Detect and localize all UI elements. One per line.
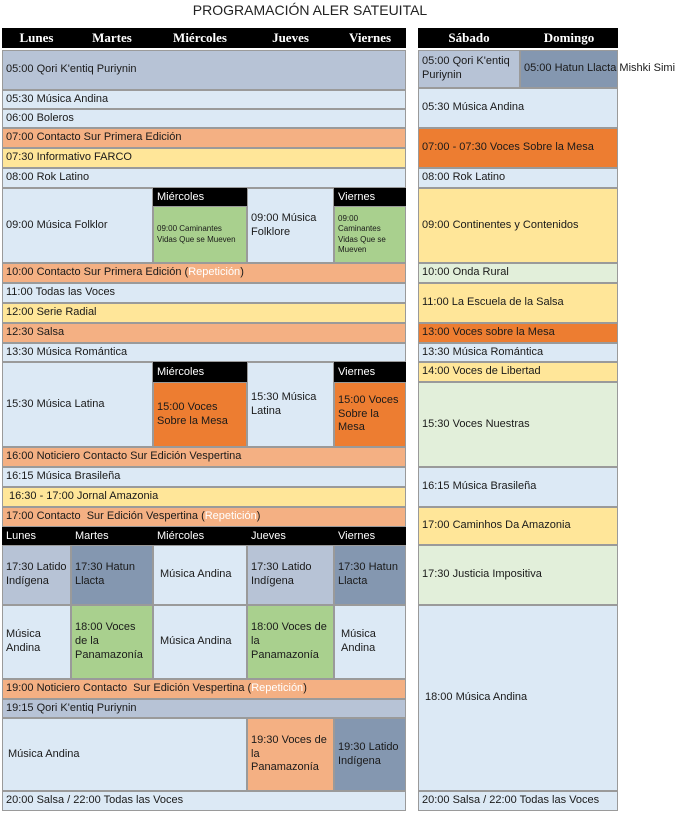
repeat-label: Repetición [204, 510, 257, 523]
weekend-1530: 15:30 Voces Nuestras [418, 382, 618, 467]
weekend-1615: 16:15 Música Brasileña [418, 467, 618, 507]
slot-1700-label: 17:00 Contacto Sur Edición Vespertina ( [6, 510, 205, 523]
close-paren: ) [303, 682, 307, 695]
slot-1800-viernes: Música Andina [334, 605, 406, 679]
slot-1930-main: Música Andina [2, 718, 247, 791]
weekend-sabado-0500: 05:00 Qori K'entiq Puriynin [418, 50, 520, 88]
slot-1900-label: 19:00 Noticiero Contacto Sur Edición Vespertina ( [6, 682, 252, 695]
subheader-jueves: Jueves [247, 527, 334, 545]
slot-2000: 20:00 Salsa / 22:00 Todas las Voces [2, 791, 406, 811]
slot-1330: 13:30 Música Romántica [2, 343, 406, 362]
weekend-0700: 07:00 - 07:30 Voces Sobre la Mesa [418, 128, 618, 168]
weekend-1700: 17:00 Caminhos Da Amazonia [418, 507, 618, 545]
subheader-miercoles: Miércoles [153, 527, 247, 545]
weekend-domingo-0500: 05:00 Hatun Llacta Mishki Simi [520, 50, 618, 88]
header-viernes: Viernes [334, 28, 406, 48]
weekend-1400: 14:00 Voces de Libertad [418, 362, 618, 382]
repeat-label: Repetición [188, 266, 241, 279]
weekend-1000: 10:00 Onda Rural [418, 263, 618, 283]
slot-1900 [2, 679, 406, 699]
subheader-viernes: Viernes [334, 362, 406, 382]
slot-1530-main: 15:30 Música Latina [2, 362, 153, 447]
slot-1800-jueves: 18:00 Voces de la Panamazonía [247, 605, 334, 679]
slot-0900-miercoles: 09:00 Caminantes Vidas Que se Mueven [153, 206, 247, 263]
slot-0900-jueves: 09:00 Música Folklore [247, 188, 334, 263]
weekend-1300: 13:00 Voces sobre la Mesa [418, 323, 618, 343]
slot-0800: 08:00 Rok Latino [2, 168, 406, 188]
slot-1730-martes: 17:30 Hatun Llacta [71, 545, 153, 605]
slot-1630: 16:30 - 17:00 Jornal Amazonia [2, 487, 406, 507]
subheader-miercoles: Miércoles [153, 362, 247, 382]
slot-1530-miercoles: 15:00 Voces Sobre la Mesa [153, 382, 247, 447]
slot-1600: 16:00 Noticiero Contacto Sur Edición Vespertina [2, 447, 406, 467]
header-miercoles: Miércoles [153, 28, 247, 48]
weekend-1730: 17:30 Justicia Impositiva [418, 545, 618, 605]
header-sabado: Sábado [418, 28, 520, 48]
subheader-viernes: Viernes [334, 188, 406, 206]
slot-1800-lunes: Música Andina [2, 605, 71, 679]
page-title: PROGRAMACIÓN ALER SATEUITAL [192, 2, 428, 18]
close-paren: ) [256, 510, 261, 523]
slot-0900-viernes: 09:00 Caminantes Vidas Que se Mueven [334, 206, 406, 263]
repeat-label: Repetición [251, 682, 304, 695]
header-domingo: Domingo [520, 28, 618, 48]
header-martes: Martes [71, 28, 153, 48]
header-lunes: Lunes [2, 28, 71, 48]
header-jueves: Jueves [247, 28, 334, 48]
slot-1000-label: 10:00 Contacto Sur Primera Edición ( [6, 266, 189, 279]
slot-1230: 12:30 Salsa [2, 323, 406, 343]
weekend-2000: 20:00 Salsa / 22:00 Todas las Voces [418, 791, 618, 811]
slot-1700 [2, 507, 406, 527]
slot-1800-miercoles: Música Andina [153, 605, 247, 679]
slot-1930-viernes: 19:30 Latido Indígena [334, 718, 406, 791]
slot-0600: 06:00 Boleros [2, 109, 406, 128]
close-paren: ) [240, 266, 244, 279]
weekend-1100: 11:00 La Escuela de la Salsa [418, 283, 618, 323]
slot-1200: 12:00 Serie Radial [2, 303, 406, 323]
slot-0500: 05:00 Qori K'entiq Puriynin [2, 50, 406, 90]
slot-0530: 05:30 Música Andina [2, 90, 406, 109]
slot-1730-viernes: 17:30 Hatun Llacta [334, 545, 406, 605]
weekend-0530: 05:30 Música Andina [418, 88, 618, 128]
slot-1730-lunes: 17:30 Latido Indígena [2, 545, 71, 605]
slot-1100: 11:00 Todas las Voces [2, 283, 406, 303]
weekend-1800: 18:00 Música Andina [418, 605, 618, 791]
slot-1615: 16:15 Música Brasileña [2, 467, 406, 487]
slot-1730-miercoles: Música Andina [153, 545, 247, 605]
slot-1930-jueves: 19:30 Voces de la Panamazonía [247, 718, 334, 791]
slot-1530-viernes: 15:00 Voces Sobre la Mesa [334, 382, 406, 447]
slot-1530-jueves: 15:30 Música Latina [247, 362, 334, 447]
subheader-viernes: Viernes [334, 527, 406, 545]
weekend-0900: 09:00 Continentes y Contenidos [418, 188, 618, 263]
weekend-0800: 08:00 Rok Latino [418, 168, 618, 188]
slot-1800-martes: 18:00 Voces de la Panamazonía [71, 605, 153, 679]
weekend-1330: 13:30 Música Romántica [418, 343, 618, 362]
slot-1000 [2, 263, 406, 283]
subheader-lunes: Lunes [2, 527, 71, 545]
slot-0900-main: 09:00 Música Folklor [2, 188, 153, 263]
subheader-miercoles: Miércoles [153, 188, 247, 206]
slot-0700: 07:00 Contacto Sur Primera Edición [2, 128, 406, 148]
slot-1915: 19:15 Qori K'entiq Puriynin [2, 699, 406, 718]
slot-0730: 07:30 Informativo FARCO [2, 148, 406, 168]
subheader-martes: Martes [71, 527, 153, 545]
slot-1730-jueves: 17:30 Latido Indígena [247, 545, 334, 605]
